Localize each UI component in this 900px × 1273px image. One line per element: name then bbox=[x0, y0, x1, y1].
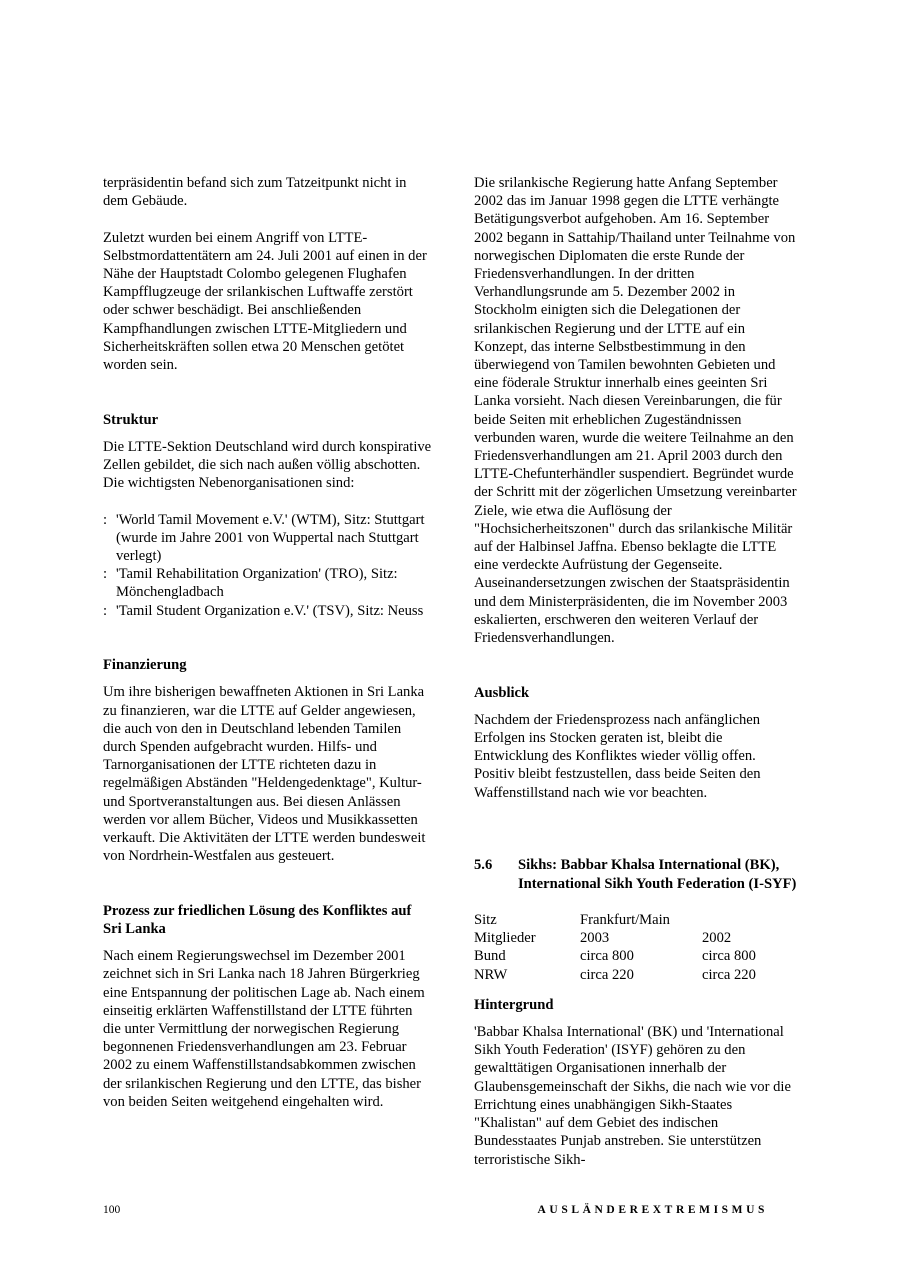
section-title: Sikhs: Babbar Khalsa International (BK), International Sikh Youth Federation (I-SYF) bbox=[518, 857, 797, 892]
table-row: Sitz Frankfurt/Main bbox=[474, 912, 670, 929]
section-heading bbox=[474, 856, 800, 892]
heading-hintergrund: Hintergrund bbox=[474, 996, 554, 1013]
list-item: : 'World Tamil Movement e.V.' (WTM), Sitz: Stuttgart (wurde im Jahre 2001 von Wuppertal nach Stuttgart verlegt) bbox=[103, 511, 425, 565]
table-row: NRW circa 220 circa 220 bbox=[474, 966, 756, 983]
right-column bbox=[474, 174, 800, 1169]
heading-finanzierung: Finanzierung bbox=[103, 657, 187, 674]
heading-prozess: Prozess zur friedlichen Lösung des Konfliktes auf Sri Lanka bbox=[103, 902, 412, 938]
table-row: Bund circa 800 circa 800 bbox=[474, 948, 756, 965]
organization-list bbox=[103, 511, 433, 620]
page-number: 100 bbox=[103, 1204, 121, 1216]
list-item: : 'Tamil Student Organization e.V.' (TSV), Sitz: Neuss bbox=[103, 602, 424, 619]
facts-table bbox=[474, 911, 756, 984]
list-item: : 'Tamil Rehabilitation Organization' (TRO), Sitz: Mönchengladbach bbox=[103, 566, 398, 601]
paragraph-ausblick: Nachdem der Friedensprozess nach anfänglichen Erfolgen ins Stocken geraten ist, bleibt die Entwicklung des Konfliktes wieder völlig offen. Positiv bleibt festzustellen, dass beide Seiten den Waffenstillstand nach wie vor beachten. bbox=[474, 711, 761, 801]
paragraph-struktur: Die LTTE-Sektion Deutschland wird durch konspirative Zellen gebildet, die sich nach außen völlig abschotten. Die wichtigsten Nebenorganisationen sind: bbox=[103, 438, 432, 492]
table-row: Mitglieder 2003 2002 bbox=[474, 930, 732, 947]
heading-struktur: Struktur bbox=[103, 411, 159, 428]
list-bullet: : bbox=[103, 602, 108, 619]
list-bullet: : bbox=[103, 511, 108, 528]
left-column bbox=[103, 174, 433, 1111]
paragraph-finanzierung: Um ihre bisherigen bewaffneten Aktionen in Sri Lanka zu finanzieren, war die LTTE auf Gelder angewiesen, die auch von den in Deutschland lebenden Tamilen durch Spenden aufgebracht wurden. Hilfs- und Tarnorganisationen der LTTE richteten dazu in regelmäßigen Abständen "Heldengedenktage", Kultur- und Sportveranstaltungen aus. Bei diesen Anlässen werden vor allem Bücher, Videos und Musikkassetten verkauft. Die Aktivitäten der LTTE werden bundesweit von Nordrhein-Westfalen aus gesteuert. bbox=[103, 684, 426, 865]
running-title: AUSLÄNDEREXTREMISMUS bbox=[537, 1204, 768, 1216]
paragraph-hintergrund: 'Babbar Khalsa International' (BK) und 'International Sikh Youth Federation' (ISYF) gehören zu den gewalttätigen Organisationen innerhalb der Glaubensgemeinschaft der Sikhs, die nach wie vor die Errichtung eines unabhängigen Sikh-Staates "Khalistan" auf dem Gebiet des indischen Bundesstaates Punjab anstreben. Sie unterstützen terroristische Sikh- bbox=[474, 1024, 791, 1168]
section-number: 5.6 bbox=[474, 857, 493, 874]
paragraph-continuation: terpräsidentin befand sich zum Tatzeitpunkt nicht in dem Gebäude. bbox=[103, 175, 407, 210]
list-bullet: : bbox=[103, 566, 108, 583]
paragraph-attack: Zuletzt wurden bei einem Angriff von LTTE-Selbstmordattentätern am 24. Juli 2001 auf einen in der Nähe der Hauptstadt Colombo gelegenen Flughafen Kampfflugzeuge der srilankischen Luftwaffe zerstört oder schwer beschädigt. Bei anschließenden Kampfhandlungen zwischen LTTE-Mitgliedern und Sicherheitskräften sollen etwa 20 Menschen getötet worden sein. bbox=[103, 229, 427, 374]
paragraph-negotiations: Die srilankische Regierung hatte Anfang September 2002 das im Januar 1998 gegen die LTTE verhängte Betätigungsverbot aufgehoben. Am 16. September 2002 begann in Sattahip/Thailand unter Teilnahme von norwegischen Diplomaten die erste Runde der Friedensverhandlungen. In der dritten Verhandlungsrunde am 5. Dezember 2002 in Stockholm einigten sich die Delegationen der srilankischen Regierung und der LTTE auf ein Konzept, das interne Selbstbestimmung in den überwiegend von Tamilen bewohnten Gebieten und eine föderale Struktur innerhalb eines geeinten Sri Lanka vorsieht. Nach diesen Vereinbarungen, die für beide Seiten mit erheblichen Zugeständnissen verbunden waren, wurde die weitere Teilnahme an den Friedensverhandlungen am 21. April 2003 durch den LTTE-Chefunterhändler suspendiert. Begründet wurde der Schritt mit der zögerlichen Umsetzung vereinbarter Ziele, wie etwa die Auflösung der "Hochsicherheitszonen" durch das srilankische Militär auf der Halbinsel Jaffna. Ebenso beklagte die LTTE eine verdeckte Aufrüstung der Gegenseite. Auseinandersetzungen zwischen der Staatspräsidentin und dem Ministerpräsidenten, die im November 2003 eskalierten, erschweren den weiteren Verlauf der Friedensverhandlungen. bbox=[474, 175, 797, 647]
heading-ausblick: Ausblick bbox=[474, 684, 530, 701]
paragraph-prozess: Nach einem Regierungswechsel im Dezember 2001 zeichnet sich in Sri Lanka nach 18 Jahren Bürgerkrieg eine Entspannung der politischen Lage ab. Nach einem einseitig erklärten Waffenstillstand der LTTE führten die unter Vermittlung der norwegischen Regierung begonnenen Friedensverhandlungen am 23. Februar 2002 zu einem Waffenstillstandsabkommen zwischen der srilankischen Regierung und den LTTE, das bisher von beiden Seiten weitgehend eingehalten wird. bbox=[103, 948, 425, 1110]
